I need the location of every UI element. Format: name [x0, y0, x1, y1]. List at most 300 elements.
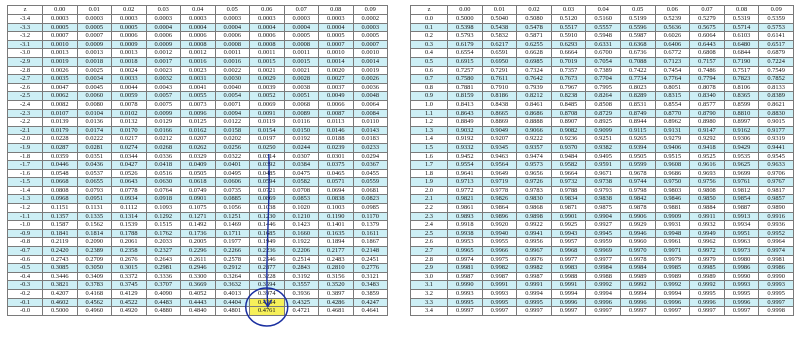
probability-cell: 0.9582 — [551, 161, 586, 170]
probability-cell: 0.0146 — [319, 126, 354, 135]
probability-cell: 0.9974 — [448, 255, 483, 264]
table-row — [8, 169, 388, 178]
probability-cell: 0.0918 — [146, 195, 181, 204]
table-row — [8, 281, 388, 290]
probability-cell: 0.1736 — [181, 229, 216, 238]
z-value-cell: -0.6 — [8, 255, 43, 264]
probability-cell: 0.3264 — [215, 272, 250, 281]
probability-cell: 0.0091 — [250, 109, 285, 118]
probability-cell: 0.7823 — [724, 75, 759, 84]
probability-cell: 0.6844 — [724, 49, 759, 58]
probability-cell: 0.9616 — [690, 161, 725, 170]
z-value-cell: 2.8 — [411, 255, 448, 264]
probability-cell: 0.9946 — [620, 229, 655, 238]
probability-cell: 0.9991 — [551, 281, 586, 290]
table-row — [8, 152, 388, 161]
probability-cell: 0.0228 — [43, 135, 78, 144]
probability-cell: 0.9970 — [620, 247, 655, 256]
table-row — [411, 23, 794, 32]
probability-cell: 0.9990 — [724, 272, 759, 281]
probability-cell: 0.2358 — [112, 247, 147, 256]
probability-cell: 0.9357 — [517, 143, 552, 152]
table-row — [8, 238, 388, 247]
probability-cell: 0.0021 — [250, 66, 285, 75]
probability-cell: 0.8159 — [448, 92, 483, 101]
probability-cell: 0.9656 — [517, 169, 552, 178]
probability-cell: 0.4602 — [43, 298, 78, 307]
z-value-cell: 1.0 — [411, 100, 448, 109]
probability-cell: 0.3745 — [112, 281, 147, 290]
z-value-cell: 1.6 — [411, 152, 448, 161]
probability-cell: 0.9887 — [724, 204, 759, 213]
probability-cell: 0.9982 — [482, 264, 517, 273]
probability-cell: 0.5080 — [517, 15, 552, 24]
table-row — [411, 161, 794, 170]
probability-cell: 0.9911 — [690, 212, 725, 221]
table-row — [8, 307, 388, 316]
probability-cell: 0.9990 — [448, 281, 483, 290]
probability-cell: 0.4761 — [250, 307, 285, 316]
probability-cell: 0.9429 — [724, 143, 759, 152]
probability-cell: 0.7764 — [655, 75, 690, 84]
probability-cell: 0.9989 — [690, 272, 725, 281]
probability-cell: 0.0023 — [181, 66, 216, 75]
probability-cell: 0.9474 — [517, 152, 552, 161]
probability-cell: 0.7611 — [482, 75, 517, 84]
probability-cell: 0.1314 — [112, 212, 147, 221]
probability-cell: 0.0436 — [77, 161, 112, 170]
probability-cell: 0.9115 — [620, 126, 655, 135]
probability-cell: 0.9992 — [690, 281, 725, 290]
probability-cell: 0.6368 — [620, 40, 655, 49]
probability-cell: 0.9957 — [551, 238, 586, 247]
probability-cell: 0.4443 — [181, 298, 216, 307]
probability-cell: 0.0116 — [284, 118, 319, 127]
z-value-cell: -0.8 — [8, 238, 43, 247]
probability-cell: 0.8365 — [724, 92, 759, 101]
probability-cell: 0.9995 — [759, 290, 794, 299]
column-header: 0.08 — [724, 6, 759, 15]
probability-cell: 0.6517 — [759, 40, 794, 49]
z-value-cell: -3.3 — [8, 23, 43, 32]
probability-cell: 0.0005 — [43, 23, 78, 32]
probability-cell: 0.9996 — [551, 298, 586, 307]
probability-cell: 0.0119 — [250, 118, 285, 127]
probability-cell: 0.7580 — [448, 75, 483, 84]
table-row — [411, 92, 794, 101]
probability-cell: 0.0233 — [353, 143, 388, 152]
table-row — [8, 195, 388, 204]
probability-cell: 0.0485 — [250, 169, 285, 178]
probability-cell: 0.9177 — [759, 126, 794, 135]
probability-cell: 0.9772 — [448, 186, 483, 195]
left-header-row — [8, 6, 388, 15]
probability-cell: 0.7422 — [620, 66, 655, 75]
probability-cell: 0.0037 — [319, 83, 354, 92]
probability-cell: 0.0096 — [181, 109, 216, 118]
probability-cell: 0.9783 — [517, 186, 552, 195]
probability-cell: 0.9633 — [759, 161, 794, 170]
probability-cell: 0.9406 — [655, 143, 690, 152]
probability-cell: 0.8264 — [586, 92, 621, 101]
probability-cell: 0.9945 — [586, 229, 621, 238]
probability-cell: 0.1894 — [319, 238, 354, 247]
probability-cell: 0.0885 — [215, 195, 250, 204]
probability-cell: 0.0158 — [215, 126, 250, 135]
table-row — [8, 126, 388, 135]
probability-cell: 0.3156 — [319, 272, 354, 281]
probability-cell: 0.9991 — [482, 281, 517, 290]
probability-cell: 0.9963 — [724, 238, 759, 247]
z-value-cell: -1.6 — [8, 169, 43, 178]
probability-cell: 0.0066 — [319, 100, 354, 109]
probability-cell: 0.4880 — [146, 307, 181, 316]
probability-cell: 0.0003 — [181, 15, 216, 24]
probability-cell: 0.9861 — [448, 204, 483, 213]
probability-cell: 0.0367 — [353, 161, 388, 170]
probability-cell: 0.0006 — [181, 32, 216, 41]
probability-cell: 0.9993 — [448, 290, 483, 299]
z-value-cell: -1.0 — [8, 221, 43, 230]
probability-cell: 0.9985 — [655, 264, 690, 273]
probability-cell: 0.0027 — [319, 75, 354, 84]
probability-cell: 0.0008 — [284, 40, 319, 49]
probability-cell: 0.1271 — [181, 212, 216, 221]
probability-cell: 0.0005 — [77, 23, 112, 32]
probability-cell: 0.0708 — [284, 186, 319, 195]
probability-cell: 0.8790 — [690, 109, 725, 118]
probability-cell: 0.0559 — [353, 178, 388, 187]
probability-cell: 0.8810 — [724, 109, 759, 118]
probability-cell: 0.0495 — [215, 169, 250, 178]
probability-cell: 0.9699 — [724, 169, 759, 178]
probability-cell: 0.1292 — [146, 212, 181, 221]
z-value-cell: 1.2 — [411, 118, 448, 127]
probability-cell: 0.9441 — [759, 143, 794, 152]
table-row — [411, 264, 794, 273]
probability-cell: 0.8665 — [482, 109, 517, 118]
probability-cell: 0.9032 — [448, 126, 483, 135]
probability-cell: 0.9986 — [724, 264, 759, 273]
z-value-cell: 3.3 — [411, 298, 448, 307]
probability-cell: 0.9564 — [482, 161, 517, 170]
probability-cell: 0.0013 — [112, 49, 147, 58]
probability-cell: 0.8643 — [448, 109, 483, 118]
probability-cell: 0.1788 — [112, 229, 147, 238]
probability-cell: 0.9279 — [655, 135, 690, 144]
probability-cell: 0.0089 — [284, 109, 319, 118]
probability-cell: 0.9979 — [655, 255, 690, 264]
probability-cell: 0.0025 — [77, 66, 112, 75]
probability-cell: 0.0793 — [77, 186, 112, 195]
probability-cell: 0.9292 — [690, 135, 725, 144]
probability-cell: 0.9906 — [620, 212, 655, 221]
probability-cell: 0.3085 — [43, 264, 78, 273]
probability-cell: 0.6064 — [690, 32, 725, 41]
z-value-cell: 0.1 — [411, 23, 448, 32]
probability-cell: 0.7190 — [724, 57, 759, 66]
probability-cell: 0.0104 — [77, 109, 112, 118]
probability-cell: 0.9997 — [724, 307, 759, 316]
probability-cell: 0.9898 — [517, 212, 552, 221]
probability-cell: 0.8438 — [482, 100, 517, 109]
column-header: 0.03 — [551, 6, 586, 15]
probability-cell: 0.9985 — [690, 264, 725, 273]
table-row — [411, 152, 794, 161]
probability-cell: 0.8461 — [517, 100, 552, 109]
probability-cell: 0.9901 — [551, 212, 586, 221]
probability-cell: 0.0003 — [43, 15, 78, 24]
z-value-cell: 2.0 — [411, 186, 448, 195]
probability-cell: 0.9918 — [448, 221, 483, 230]
probability-cell: 0.1515 — [146, 221, 181, 230]
probability-cell: 0.2266 — [215, 247, 250, 256]
probability-cell: 0.9967 — [517, 247, 552, 256]
table-row — [411, 221, 794, 230]
probability-cell: 0.5753 — [759, 23, 794, 32]
probability-cell: 0.0009 — [77, 40, 112, 49]
probability-cell: 0.1131 — [77, 204, 112, 213]
z-value-cell: -0.3 — [8, 281, 43, 290]
z-value-cell: 1.3 — [411, 126, 448, 135]
probability-cell: 0.9812 — [724, 186, 759, 195]
probability-cell: 0.0336 — [146, 152, 181, 161]
probability-cell: 0.5319 — [724, 15, 759, 24]
probability-cell: 0.0034 — [77, 75, 112, 84]
probability-cell: 0.3372 — [112, 272, 147, 281]
probability-cell: 0.0384 — [284, 161, 319, 170]
probability-cell: 0.9793 — [586, 186, 621, 195]
probability-cell: 0.1170 — [353, 212, 388, 221]
column-header: 0.09 — [759, 6, 794, 15]
probability-cell: 0.0057 — [146, 92, 181, 101]
probability-cell: 0.0012 — [181, 49, 216, 58]
probability-cell: 0.9997 — [448, 307, 483, 316]
z-value-cell: -1.1 — [8, 212, 43, 221]
probability-cell: 0.8997 — [724, 118, 759, 127]
probability-cell: 0.8729 — [586, 109, 621, 118]
probability-cell: 0.9972 — [690, 247, 725, 256]
z-value-cell: 3.2 — [411, 290, 448, 299]
probability-cell: 0.1190 — [319, 212, 354, 221]
z-value-cell: -1.5 — [8, 178, 43, 187]
probability-cell: 0.2611 — [181, 255, 216, 264]
probability-cell: 0.9756 — [690, 178, 725, 187]
probability-cell: 0.0655 — [77, 178, 112, 187]
probability-cell: 0.0202 — [215, 135, 250, 144]
probability-cell: 0.0823 — [353, 195, 388, 204]
probability-cell: 0.9968 — [551, 247, 586, 256]
table-row — [8, 221, 388, 230]
probability-cell: 0.9969 — [586, 247, 621, 256]
probability-cell: 0.3446 — [43, 272, 78, 281]
probability-cell: 0.9788 — [551, 186, 586, 195]
probability-cell: 0.3936 — [284, 290, 319, 299]
probability-cell: 0.7734 — [620, 75, 655, 84]
probability-cell: 0.0764 — [146, 186, 181, 195]
probability-cell: 0.9821 — [448, 195, 483, 204]
probability-cell: 0.0853 — [284, 195, 319, 204]
probability-cell: 0.0183 — [353, 135, 388, 144]
probability-cell: 0.9987 — [517, 272, 552, 281]
table-row — [411, 290, 794, 299]
table-row — [411, 75, 794, 84]
probability-cell: 0.0287 — [43, 143, 78, 152]
probability-cell: 0.0170 — [112, 126, 147, 135]
probability-cell: 0.0004 — [146, 23, 181, 32]
z-value-cell: -2.8 — [8, 66, 43, 75]
table-row — [8, 229, 388, 238]
z-value-cell: 1.5 — [411, 143, 448, 152]
probability-cell: 0.4641 — [353, 307, 388, 316]
probability-cell: 0.0427 — [112, 161, 147, 170]
probability-cell: 0.1562 — [77, 221, 112, 230]
column-header: 0.01 — [482, 6, 517, 15]
probability-cell: 0.4052 — [181, 290, 216, 299]
probability-cell: 0.1093 — [146, 204, 181, 213]
right-header-row — [411, 6, 794, 15]
probability-cell: 0.9452 — [448, 152, 483, 161]
probability-cell: 0.9599 — [620, 161, 655, 170]
probability-cell: 0.0082 — [43, 100, 78, 109]
probability-cell: 0.8577 — [690, 100, 725, 109]
probability-cell: 0.0132 — [112, 118, 147, 127]
probability-cell: 0.2810 — [319, 264, 354, 273]
probability-cell: 0.0113 — [319, 118, 354, 127]
probability-cell: 0.7642 — [517, 75, 552, 84]
probability-cell: 0.0064 — [353, 100, 388, 109]
probability-cell: 0.9934 — [724, 221, 759, 230]
probability-cell: 0.9943 — [551, 229, 586, 238]
probability-cell: 0.0069 — [250, 100, 285, 109]
probability-cell: 0.4247 — [353, 298, 388, 307]
table-row — [411, 247, 794, 256]
probability-cell: 0.9686 — [655, 169, 690, 178]
probability-cell: 0.5438 — [482, 23, 517, 32]
probability-cell: 0.9995 — [482, 298, 517, 307]
probability-cell: 0.6879 — [759, 49, 794, 58]
probability-cell: 0.9222 — [517, 135, 552, 144]
table-row — [411, 186, 794, 195]
probability-cell: 0.0055 — [181, 92, 216, 101]
probability-cell: 0.0329 — [181, 152, 216, 161]
table-row — [411, 40, 794, 49]
probability-cell: 0.9732 — [551, 178, 586, 187]
table-row — [8, 118, 388, 127]
probability-cell: 0.1075 — [181, 204, 216, 213]
probability-cell: 0.9973 — [724, 247, 759, 256]
probability-cell: 0.7257 — [448, 66, 483, 75]
table-row — [411, 126, 794, 135]
probability-cell: 0.0007 — [77, 32, 112, 41]
probability-cell: 0.9808 — [690, 186, 725, 195]
probability-cell: 0.0062 — [43, 92, 78, 101]
table-row — [411, 307, 794, 316]
z-value-cell: -1.9 — [8, 143, 43, 152]
probability-cell: 0.3300 — [181, 272, 216, 281]
probability-cell: 0.4483 — [146, 298, 181, 307]
probability-cell: 0.9909 — [655, 212, 690, 221]
table-row — [8, 49, 388, 58]
probability-cell: 0.1446 — [250, 221, 285, 230]
probability-cell: 0.1841 — [43, 229, 78, 238]
probability-cell: 0.8980 — [690, 118, 725, 127]
probability-cell: 0.4404 — [215, 298, 250, 307]
probability-cell: 0.0217 — [112, 135, 147, 144]
probability-cell: 0.0002 — [353, 15, 388, 24]
probability-cell: 0.8554 — [655, 100, 690, 109]
probability-cell: 0.6480 — [724, 40, 759, 49]
probability-cell: 0.9993 — [482, 290, 517, 299]
probability-cell: 0.2743 — [43, 255, 78, 264]
probability-cell: 0.0594 — [250, 178, 285, 187]
probability-cell: 0.9834 — [551, 195, 586, 204]
probability-cell: 0.0007 — [43, 32, 78, 41]
probability-cell: 0.7019 — [551, 57, 586, 66]
probability-cell: 0.9394 — [620, 143, 655, 152]
probability-cell: 0.7123 — [655, 57, 690, 66]
probability-cell: 0.8830 — [759, 109, 794, 118]
probability-cell: 0.9505 — [620, 152, 655, 161]
probability-cell: 0.0041 — [181, 83, 216, 92]
z-value-cell: -0.7 — [8, 247, 43, 256]
probability-cell: 0.0212 — [146, 135, 181, 144]
probability-cell: 0.9545 — [759, 152, 794, 161]
probability-cell: 0.9535 — [724, 152, 759, 161]
right-table-body — [411, 15, 794, 316]
probability-cell: 0.9987 — [448, 272, 483, 281]
probability-cell: 0.9706 — [759, 169, 794, 178]
z-value-cell: -0.0 — [8, 307, 43, 316]
probability-cell: 0.2912 — [215, 264, 250, 273]
probability-cell: 0.0011 — [250, 49, 285, 58]
probability-cell: 0.1611 — [353, 229, 388, 238]
probability-cell: 0.9884 — [690, 204, 725, 213]
table-row — [8, 255, 388, 264]
probability-cell: 0.3121 — [353, 272, 388, 281]
probability-cell: 0.4681 — [319, 307, 354, 316]
probability-cell: 0.8238 — [551, 92, 586, 101]
table-row — [411, 143, 794, 152]
probability-cell: 0.2776 — [353, 264, 388, 273]
probability-cell: 0.8944 — [620, 118, 655, 127]
probability-cell: 0.0005 — [284, 32, 319, 41]
z-value-cell: 0.7 — [411, 75, 448, 84]
probability-cell: 0.7995 — [586, 83, 621, 92]
probability-cell: 0.9608 — [655, 161, 690, 170]
probability-cell: 0.9952 — [759, 229, 794, 238]
probability-cell: 0.9984 — [586, 264, 621, 273]
probability-cell: 0.8389 — [759, 92, 794, 101]
probability-cell: 0.0102 — [112, 109, 147, 118]
probability-cell: 0.0022 — [215, 66, 250, 75]
probability-cell: 0.9726 — [517, 178, 552, 187]
probability-cell: 0.0010 — [43, 40, 78, 49]
probability-cell: 0.3015 — [112, 264, 147, 273]
probability-cell: 0.9871 — [551, 204, 586, 213]
probability-cell: 0.0004 — [181, 23, 216, 32]
column-header: 0.02 — [112, 6, 147, 15]
probability-cell: 0.0051 — [284, 92, 319, 101]
probability-cell: 0.8749 — [620, 109, 655, 118]
probability-cell: 0.9920 — [482, 221, 517, 230]
probability-cell: 0.0068 — [284, 100, 319, 109]
probability-cell: 0.8531 — [620, 100, 655, 109]
probability-cell: 0.4721 — [284, 307, 319, 316]
probability-cell: 0.0838 — [319, 195, 354, 204]
probability-cell: 0.0011 — [284, 49, 319, 58]
z-value-cell: -1.7 — [8, 161, 43, 170]
